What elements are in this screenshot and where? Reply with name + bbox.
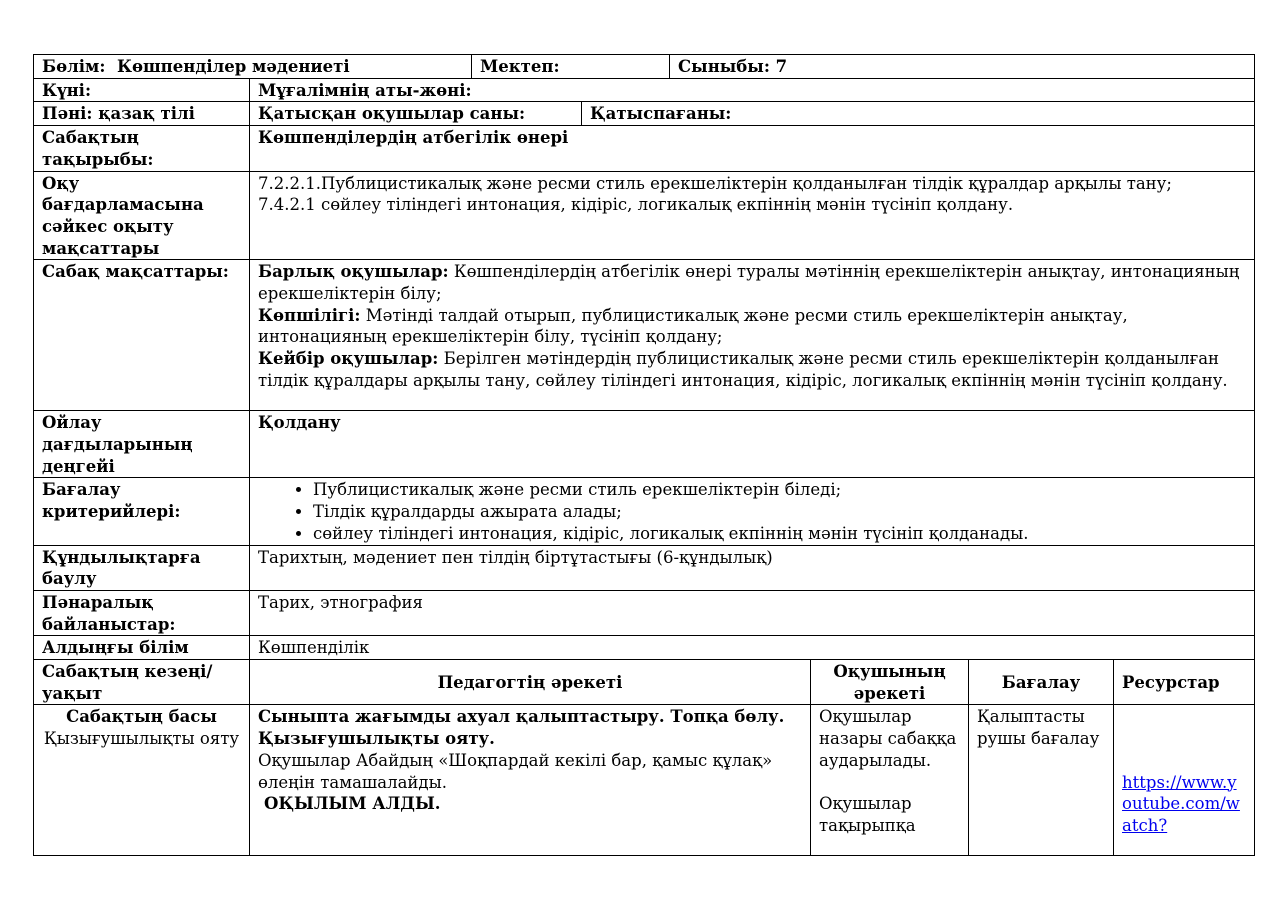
day-label: Күні: — [34, 78, 250, 102]
criteria-cell — [250, 478, 1255, 545]
section-label: Бөлім: — [42, 57, 106, 76]
criteria-list — [258, 479, 1246, 544]
values-value: Тарихтың, мәдениет пен тілдің біртұтастығы (6-құндылық) — [250, 545, 1255, 590]
prior-label: Алдыңғы білім — [34, 636, 250, 660]
resources-cell — [1114, 705, 1255, 856]
teacher-activity-cell — [250, 705, 811, 856]
lesson-plan-table — [33, 54, 1255, 856]
student-line-2: Оқушылар тақырыпқа — [819, 794, 916, 835]
col-resources-header: Ресурстар — [1114, 660, 1255, 705]
assessment-cell: Қалыптасты рушы бағалау — [969, 705, 1114, 856]
objectives-cell — [250, 171, 1255, 260]
objectives-label: Оқу бағдарламасына сәйкес оқыту мақсаттары — [34, 171, 250, 260]
prior-value: Көшпенділік — [250, 636, 1255, 660]
teacher-label: Мұғалімнің аты-жөні: — [250, 78, 1255, 102]
teacher-line-2: Қызығушылықты ояту. — [258, 729, 495, 749]
subject-label: Пәні: қазақ тілі — [34, 102, 250, 126]
col-stage-header: Сабақтың кезеңі/ уақыт — [34, 660, 250, 705]
col-teacher-header: Педагогтің әрекеті — [250, 660, 811, 705]
goals-label: Сабақ мақсаттары: — [34, 260, 250, 411]
grade-label: Сыныбы: 7 — [670, 55, 1255, 79]
goal-all: Барлық оқушылар: Көшпенділердің атбегілік өнері туралы мәтіннің ерекшеліктерін анықтау, интонацияның ерекшеліктерін білу; — [258, 262, 1240, 304]
criteria-label: Бағалау критерийлері: — [34, 478, 250, 545]
criteria-item: • сөйлеу тіліндегі интонация, кідіріс, логикалық екпіннің мәнін түсініп қолданады. — [313, 523, 1246, 545]
stage-subtitle: Қызығушылықты ояту — [43, 729, 240, 749]
topic-label: Сабақтың тақырыбы: — [34, 126, 250, 171]
stage-cell — [34, 705, 250, 856]
col-assess-header: Бағалау — [969, 660, 1114, 705]
criteria-item: • Тілдік құралдарды ажырата алады; — [313, 501, 1246, 523]
section-cell — [34, 55, 472, 79]
lesson-plan-document — [33, 54, 1254, 856]
student-line-1: Оқушылар назары сабаққа аударылады. — [819, 707, 957, 770]
teacher-line-1: Сыныпта жағымды ахуал қалыптастыру. Топқа бөлу. — [258, 707, 785, 727]
present-label: Қатысқан оқушылар саны: — [250, 102, 582, 126]
links-value: Тарих, этнография — [250, 590, 1255, 635]
stage-title: Сабақтың басы — [66, 707, 217, 727]
thinking-value: Қолдану — [250, 411, 1255, 478]
links-label: Пәнаралық байланыстар: — [34, 590, 250, 635]
absent-label: Қатыспағаны: — [582, 102, 1255, 126]
student-activity-cell — [811, 705, 969, 856]
objective-1: 7.2.2.1.Публицистикалық және ресми стиль ерекшеліктерін қолданылған тілдік құралдар арқылы тану; — [258, 173, 1172, 193]
goal-some: Кейбір оқушылар: Берілген мәтіндердің публицистикалық және ресми стиль ерекшеліктерін қолданылған тілдік құралдары арқылы тану, сөйлеу тіліндегі интонация, кідіріс, логикалық екпіннің мәнін түсініп қолдану. — [258, 349, 1228, 390]
objective-2: 7.4.2.1 сөйлеу тіліндегі интонация, кідіріс, логикалық екпіннің мәнін түсініп қолдану. — [258, 195, 1014, 215]
values-label: Құндылықтарға баулу — [34, 545, 250, 590]
youtube-link[interactable]: https://www.youtube.com/watch? — [1122, 772, 1240, 835]
teacher-line-3: Оқушылар Абайдың «Шоқпардай кекілі бар, қамыс құлақ» өлеңін тамашалайды. — [258, 750, 773, 792]
thinking-label: Ойлау дағдыларының деңгейі — [34, 411, 250, 478]
topic-value: Көшпенділердің атбегілік өнері — [250, 126, 1255, 171]
teacher-line-4: ОҚЫЛЫМ АЛДЫ. — [264, 794, 441, 814]
goal-most: Көпшілігі: Мәтінді талдай отырып, публицистикалық және ресми стиль ерекшеліктерін анықтау, интонацияның ерекшеліктерін білу, түсініп қолдану; — [258, 305, 1128, 347]
col-student-header: Оқушының әрекеті — [811, 660, 969, 705]
criteria-item: • Публицистикалық және ресми стиль ерекшеліктерін біледі; — [313, 479, 1246, 501]
goals-cell — [250, 260, 1255, 411]
section-value: Көшпенділер мәдениеті — [116, 57, 350, 76]
school-label: Мектеп: — [472, 55, 670, 79]
